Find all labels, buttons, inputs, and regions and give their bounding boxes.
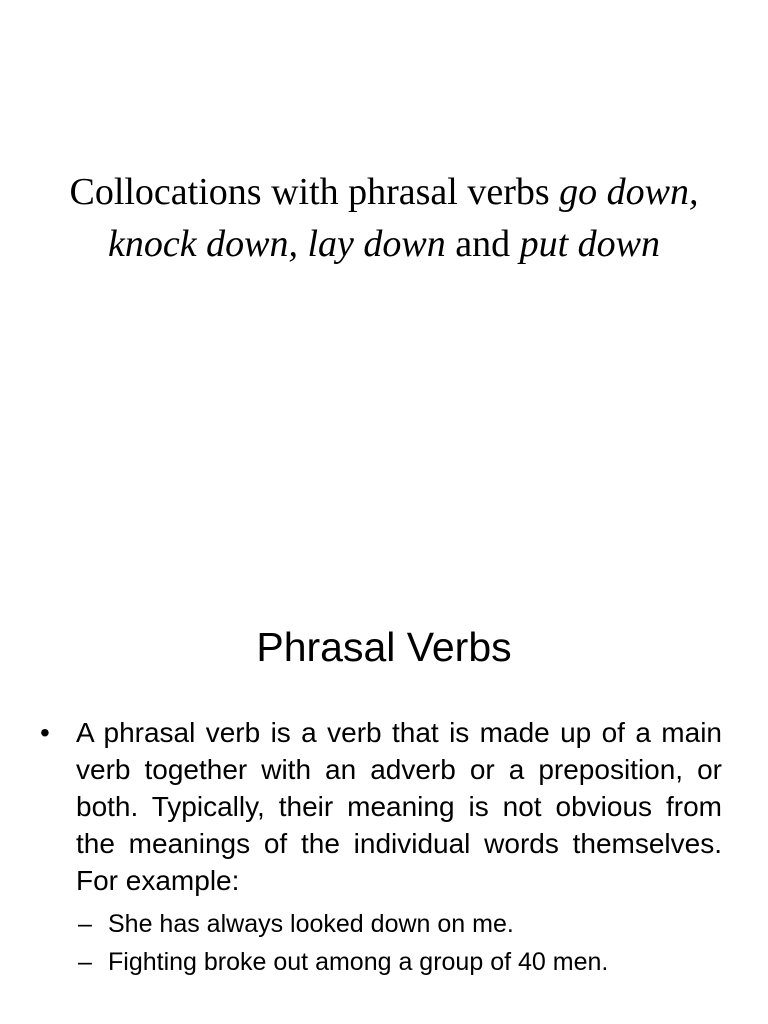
bullet-list: [40, 714, 722, 981]
slide-heading: Phrasal Verbs: [256, 624, 512, 670]
dash-icon: –: [78, 910, 92, 938]
dash-icon: –: [78, 948, 92, 976]
example-list: [40, 905, 722, 981]
title-text-italic: go down, knock down, lay down: [108, 171, 699, 265]
bullet-text: A phrasal verb is a verb that is made up of a main verb together with an adverb or a preposition, or both. Typically, their meaning is not obvious from the meanings of the individual words themselves. For example:: [76, 717, 722, 896]
bullet-icon: •: [40, 717, 50, 748]
bullet-item: [40, 714, 722, 899]
title-text-conjunction: and: [445, 223, 520, 265]
content-slide: [0, 512, 768, 1024]
title-text-italic-last: put down: [519, 223, 660, 265]
example-text: She has always looked down on me.: [108, 910, 514, 938]
example-text: Fighting broke out among a group of 40 men.: [108, 948, 609, 976]
slide-title: [40, 166, 728, 270]
example-item: [40, 943, 722, 981]
example-item: [40, 905, 722, 943]
title-text-plain: Collocations with phrasal verbs: [69, 171, 560, 213]
